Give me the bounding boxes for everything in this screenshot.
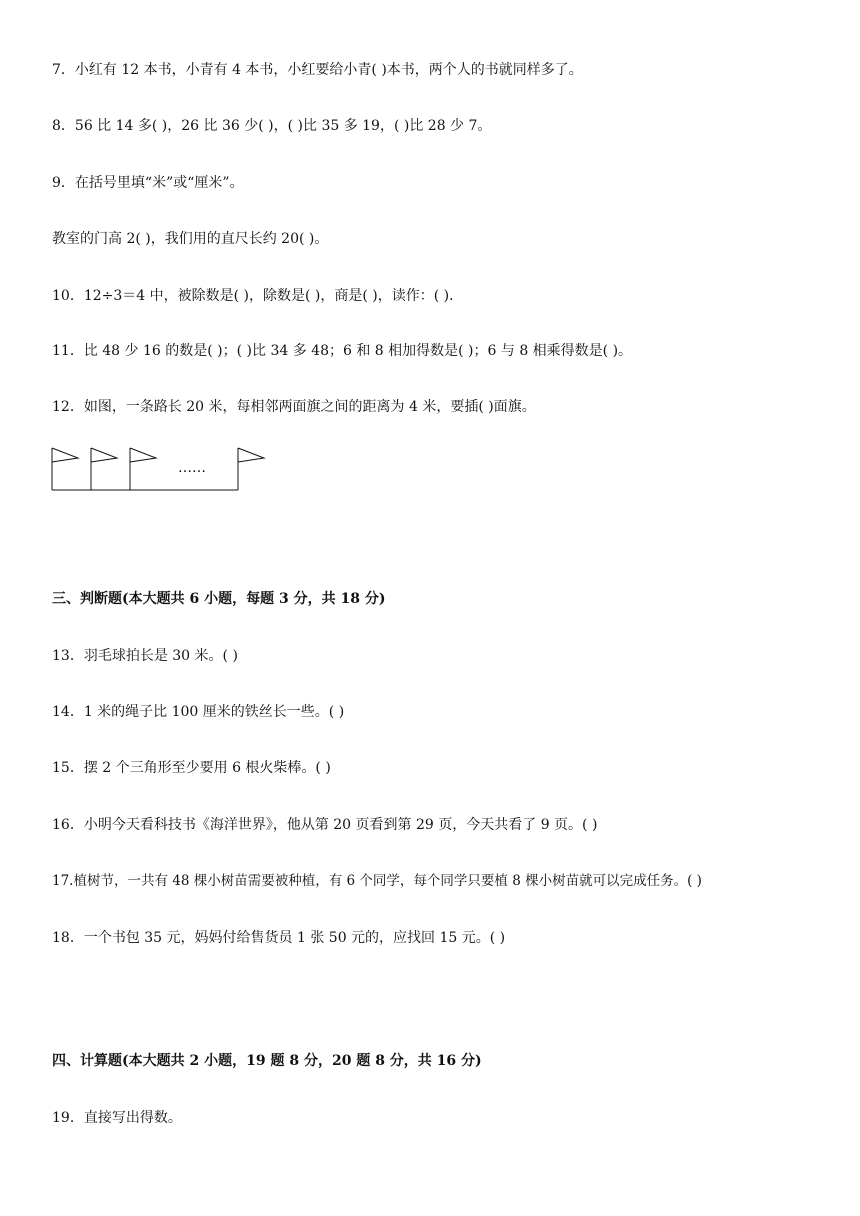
question-12: 12．如图，一条路长 20 米，每相邻两面旗之间的距离为 4 米，要插( )面旗。	[52, 399, 536, 415]
flag-2	[91, 448, 117, 490]
section-4-heading: 四、计算题(本大题共 2 小题，19 题 8 分，20 题 8 分，共 16 分)	[52, 1053, 482, 1069]
question-9-sub: 教室的门高 2( )，我们用的直尺长约 20( )。	[52, 231, 329, 247]
question-9: 9．在括号里填“米”或“厘米”。	[52, 175, 244, 191]
flag-4	[238, 448, 264, 490]
question-15: 15．摆 2 个三角形至少要用 6 根火柴棒。( )	[52, 760, 331, 776]
section-3-heading: 三、判断题(本大题共 6 小题，每题 3 分，共 18 分)	[52, 591, 386, 607]
flag-ellipsis: ……	[178, 460, 206, 476]
question-10: 10．12÷3＝4 中，被除数是( )，除数是( )，商是( )，读作：( )．	[52, 288, 464, 304]
question-17: 17.植树节，一共有 48 棵小树苗需要被种植，有 6 个同学，每个同学只要植 8 棵小树苗就可以完成任务。( )	[52, 873, 702, 889]
question-8: 8．56 比 14 多( )，26 比 36 少( )，( )比 35 多 19，( )比 28 少 7。	[52, 118, 492, 134]
question-19: 19．直接写出得数。	[52, 1110, 182, 1126]
question-18: 18．一个书包 35 元，妈妈付给售货员 1 张 50 元的，应找回 15 元。( )	[52, 930, 506, 946]
question-16: 16．小明今天看科技书《海洋世界》，他从第 20 页看到第 29 页，今天共看了 9 页。( )	[52, 817, 598, 833]
flag-3	[130, 448, 156, 490]
question-7: 7．小红有 12 本书，小青有 4 本书，小红要给小青( )本书，两个人的书就同样多了。	[52, 62, 583, 78]
question-14: 14．1 米的绳子比 100 厘米的铁丝长一些。( )	[52, 704, 345, 720]
flag-road-figure	[50, 442, 280, 494]
flag-1	[52, 448, 78, 490]
question-13: 13．羽毛球拍长是 30 米。( )	[52, 648, 238, 664]
question-11: 11．比 48 少 16 的数是( )；( )比 34 多 48；6 和 8 相加得数是( )；6 与 8 相乘得数是( )。	[52, 343, 633, 359]
